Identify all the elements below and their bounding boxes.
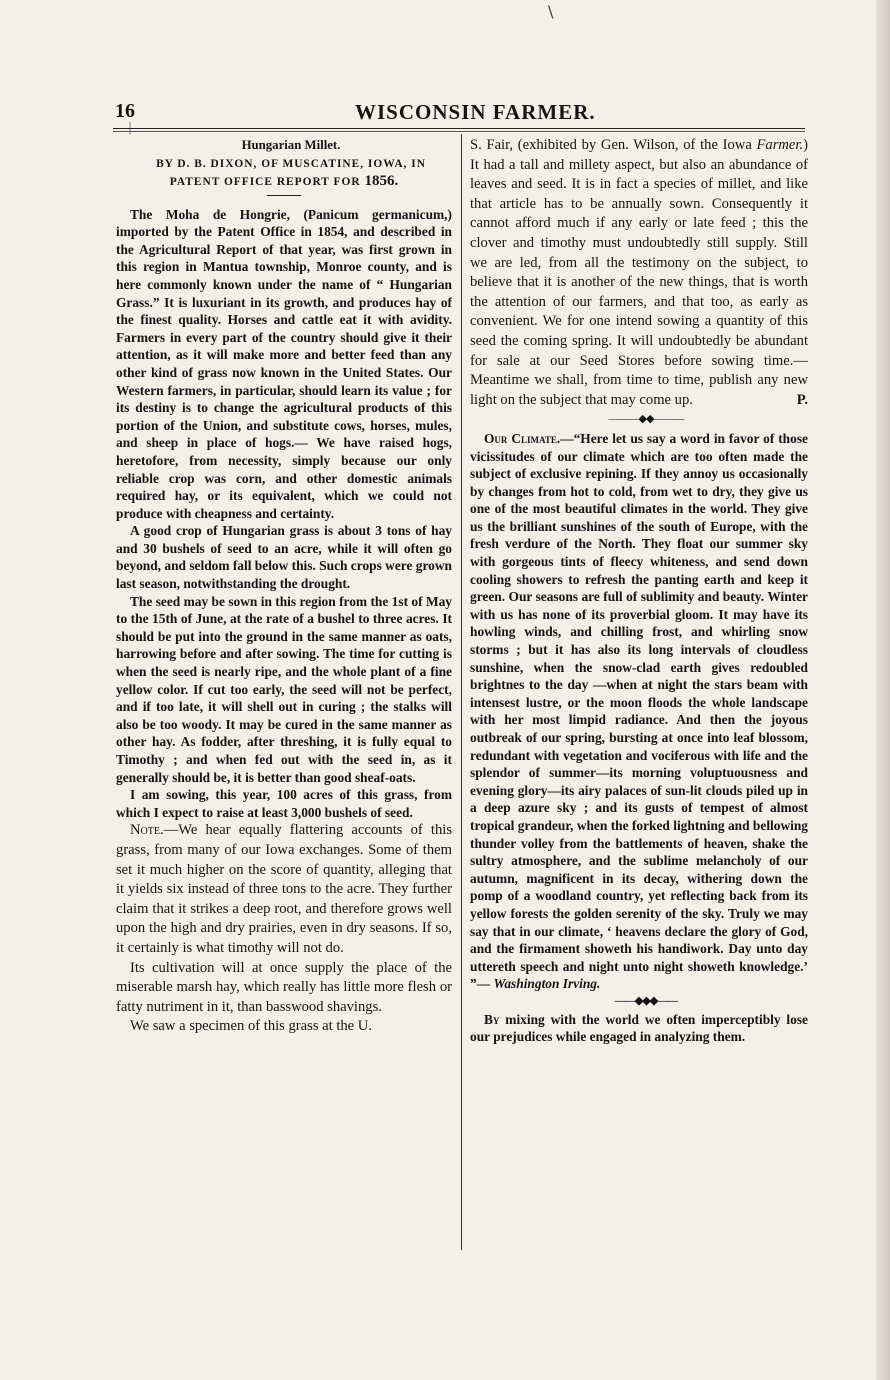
note-paragraph-2: Its cultivation will at once supply the place of the miserable marsh hay, which really has little more flesh or fatty nutriment in it, than basswood shavings. <box>116 959 452 1015</box>
closing-paragraph <box>470 1011 808 1046</box>
note-paragraph-3-cont <box>470 136 808 410</box>
article-paragraph-2: A good crop of Hungarian grass is about 3 tons of hay and 30 bushels of seed to an acre, while it will often go beyond, and seldom fall below this. Such crops were grown last season, notwithstanding the drought. <box>116 523 452 592</box>
edge-mark-top: \ <box>548 2 554 21</box>
article-paragraph-4: I am sowing, this year, 100 acres of this grass, from which I expect to raise at least 3,000 bushels of seed. <box>116 787 452 820</box>
climate-text: —“Here let us say a word in favor of those vicissitudes of our climate which are too often made the subject of exclusive repining. If they annoy us occasionally by changes from hot to cold, from wet to dry, they give us one of the most beautiful climates in the world. They give us the brilliant sunshines of the south of Europe, with the fresh verdure of the North. They float our summer sky with gorgeous tints of fleecy whiteness, and send down cooling showers to refresh the panting earth and keep it green. Our seasons are full of sublimity and beauty. Winter with us has none of its proverbial gloom. It may have its howling winds, and chilling frost, and whirling snow storms ; but it has also its long intervals of cloudless sunshine, when the snow-clad earth gives redoubled brightnes to the day —when at night the stars beam with intensest lustre, or the moon floods the whole landscape with her most limpid radiance. And then the joyous outbreak of our spring, bursting at once into leaf blossom, redundant with vegetation and vociferous with life and the splendor of summer—its morning voluptuousness and evening glory—its airy palaces of sun-lit clouds piled up in a deep azure sky ; and its gusts of tempest of almost tropical grandeur, when the forked lightning and bellowing thunder volley from the battlements of heaven, shake the sultry atmosphere, and the sublime melancholy of our autumn, magnificent in its decay, withering down the pomp of a woodland country, yet reflecting back from its yellow forests the golden serenity of the sky. Truly we may say that in our climate, ‘ heavens declare the glory of God, and the firmament showeth his handiwork. Day unto day uttereth speech and night unto night showeth knowledge.’ ”— <box>470 430 808 992</box>
closing-label: By <box>484 1011 500 1027</box>
running-head <box>115 100 805 126</box>
note-paragraph-1 <box>116 821 452 958</box>
article-paragraph-3: The seed may be sown in this region from the 1st of May to the 15th of June, at the rate of a bushel to three acres. It should be put into the ground in the same manner as oats, harrowing before and after sowing. The time for cutting is when the seed is nearly ripe, and the whole plant of a fine yellow color. If cut too early, the seed will not be perfect, and if too late, it will shell out in curing ; the stalks will also be too woody. It may be cured in the same manner as other hay. As fodder, after threshing, it is fully equal to Timothy ; and when fed out with the seed in, as it generally should be, it is better than good sheaf-oats. <box>116 593 452 785</box>
edge-mark-left: | <box>128 120 133 134</box>
left-column <box>116 136 452 1037</box>
header-rule <box>113 128 805 129</box>
note-cont-b: ) It had a tall and millety aspect, but also an abundance of leaves and seed. It is in fact a species of millet, and like that article has to be annually sown. Consequently it cannot afford much if any early or late feed ; this the clover and timothy must undoubtedly still supply. Still we are led, from all the testimony on the subject, to believe that it is another of the new things, that is worth the attention of our farmers, and that too, as early as convenient. We for one intend sowing a quantity of this seed the coming spring. It will undoubtedly be abundant for sale at our Seed Stores before sowing time.— Meantime we shall, from time to time, publish any new light on the subject that may come up. <box>470 137 808 408</box>
note-text-1: —We hear equally flattering accounts of this grass, from many of our Iowa exchanges. Some of them set it much higher on the score of quantity, alleging that it yields six instead of three tons to the acre. They further claim that it strikes a deep root, and therefore grows well upon the high and dry prairies, even in dry seasons. If so, it certainly is what timothy will not do. <box>116 822 452 956</box>
note-farmer: Farmer. <box>756 137 804 153</box>
climate-paragraph <box>470 430 808 993</box>
byline-text: BY D. B. DIXON, OF MUSCATINE, IOWA, IN PATENT OFFICE REPORT FOR <box>156 157 426 188</box>
climate-attribution: Washington Irving. <box>493 976 601 992</box>
article-paragraph-1: The Moha de Hongrie, (Panicum germanicum,) imported by the Patent Office in 1854, and described in the Agricultural Report of that year, was first grown in this region in Mantua township, Monroe county, and is here commonly known under the name of “ Hungarian Grass.” It is luxuriant in its growth, and produces hay of the finest quality. Horses and cattle eat it with avidity. Farmers in every part of the country should give it their attention, as it will make more and better feed than any other kind of grass now known in the United States. Our Western farmers, in particular, should learn its value ; for its destiny is to change the agricultural products of this portion of the Union, and substitute cows, horses, mules, and sheep in place of hogs.— We have raised hogs, heretofore, from necessity, simply because our only reliable crop was corn, and other domestic animals required hay, or its equivalent, which we could not produce with cheapness and certainty. <box>116 206 452 521</box>
article-title: Hungarian Millet. <box>241 138 341 152</box>
page-number: 16 <box>115 100 135 122</box>
note-paragraph-3-start: We saw a specimen of this grass at the U. <box>130 1018 372 1035</box>
article-body <box>116 206 452 822</box>
page-edge-shadow <box>876 0 890 1380</box>
article-byline <box>116 156 452 191</box>
ornament-divider-1: ———◆◆——— <box>608 413 684 426</box>
title-rule <box>267 195 301 196</box>
note-cont-a: S. Fair, (exhibited by Gen. Wilson, of the Iowa <box>470 137 757 153</box>
column-divider <box>461 134 462 1250</box>
note-signature: P. <box>796 391 808 408</box>
header-rule-thin <box>113 131 805 132</box>
note-label: Note. <box>130 822 164 839</box>
ornament-divider-2: ——◆◆◆—— <box>614 994 678 1007</box>
right-column <box>470 136 808 1046</box>
climate-label: Our Climate. <box>484 430 561 446</box>
byline-year: 1856. <box>364 172 399 189</box>
closing-text: mixing with the world we often imperceptibly lose our prejudices while engaged in analyzing them. <box>470 1011 808 1045</box>
climate-section <box>470 430 808 1046</box>
journal-title: WISCONSIN FARMER. <box>355 100 596 124</box>
